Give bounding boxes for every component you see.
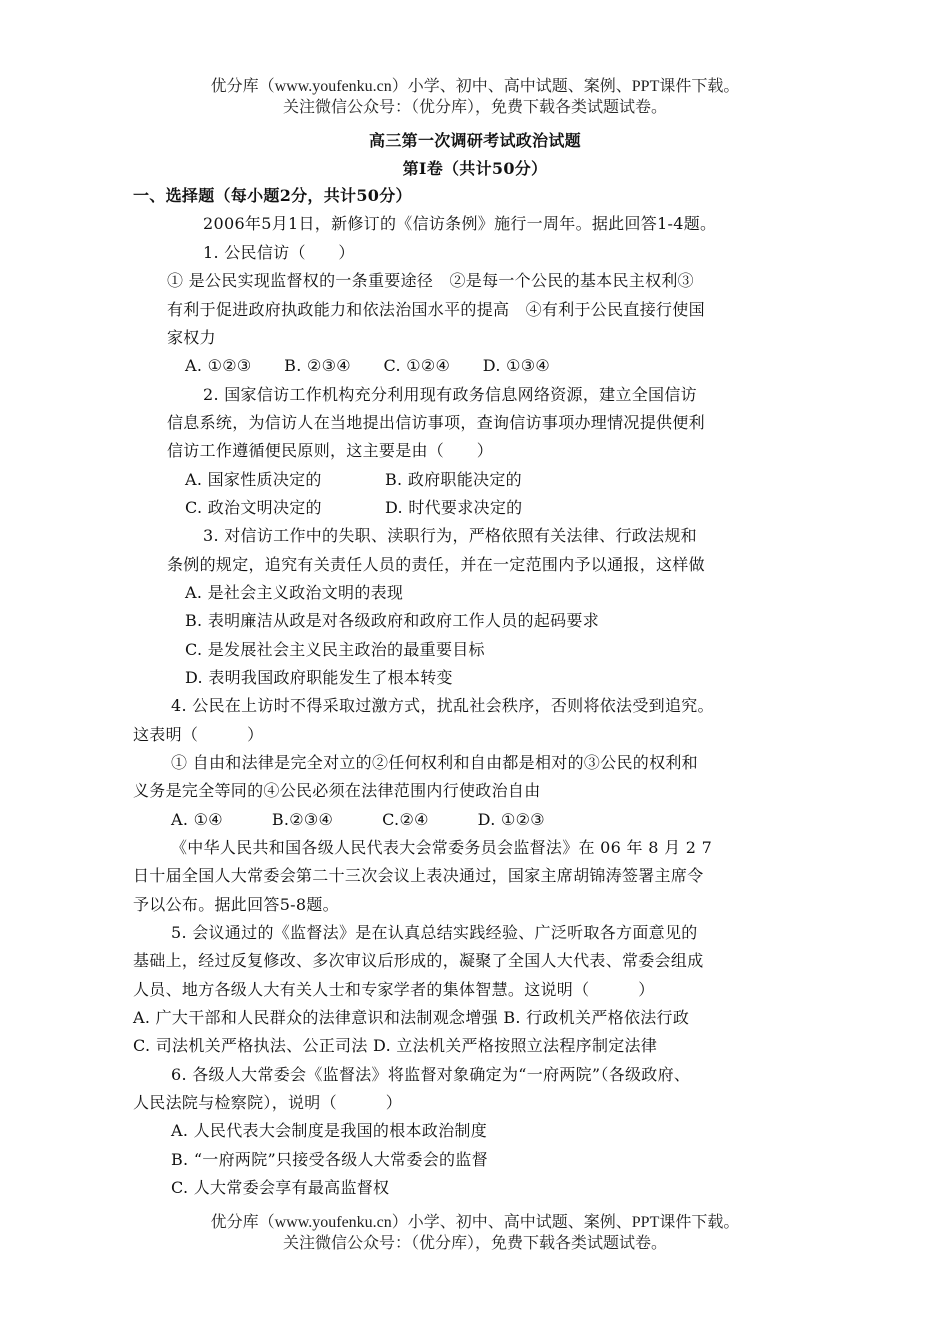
q4-stem-line: 4. 公民在上访时不得采取过激方式，扰乱社会秩序，否则将依法受到追究。 bbox=[171, 696, 714, 715]
q3-stem-line: 条例的规定，追究有关责任人员的责任，并在一定范围内予以通报，这样做 bbox=[167, 555, 705, 574]
q1-stem: 1. 公民信访（ ） bbox=[203, 243, 355, 262]
q3-choice-d: D. 表明我国政府职能发生了根本转变 bbox=[185, 668, 453, 687]
q1-choices: A. ①②③ B. ②③④ C. ①②④ D. ①③④ bbox=[185, 356, 551, 375]
page-title: 高三第一次调研考试政治试题 bbox=[369, 131, 581, 150]
page-subtitle: 第Ⅰ卷（共计50分） bbox=[402, 159, 548, 178]
q3-choice-c: C. 是发展社会主义民主政治的最重要目标 bbox=[185, 640, 485, 659]
q2-choice-d: D. 时代要求决定的 bbox=[385, 498, 523, 517]
q1-options-line: ① 是公民实现监督权的一条重要途径 ②是每一个公民的基本民主权利③ bbox=[167, 271, 694, 290]
footer-line-2: 关注微信公众号：（优分库），免费下载各类试题试卷。 bbox=[282, 1235, 667, 1252]
q5-stem-line: 基础上，经过反复修改、多次审议后形成的，凝聚了全国人大代表、常委会组成 bbox=[133, 951, 704, 970]
q3-stem-line: 3. 对信访工作中的失职、渎职行为，严格依照有关法律、行政法规和 bbox=[203, 526, 697, 545]
intro-5-8-line: 予以公布。据此回答5-8题。 bbox=[133, 895, 339, 914]
q2-stem-line: 信访工作遵循便民原则，这主要是由（ ） bbox=[167, 441, 494, 460]
q6-stem-line: 人民法院与检察院），说明（ ） bbox=[133, 1093, 403, 1112]
q5-stem-line: 人员、地方各级人大有关人士和专家学者的集体智慧。这说明（ ） bbox=[133, 980, 655, 999]
q6-choice-c: C. 人大常委会享有最高监督权 bbox=[171, 1178, 390, 1197]
q6-choice-a: A. 人民代表大会制度是我国的根本政治制度 bbox=[171, 1121, 488, 1140]
q2-stem-line: 2. 国家信访工作机构充分利用现有政务信息网络资源，建立全国信访 bbox=[203, 385, 697, 404]
q4-options-line: 义务是完全等同的④公民必须在法律范围内行使政治自由 bbox=[133, 781, 541, 800]
q3-choice-a: A. 是社会主义政治文明的表现 bbox=[185, 583, 404, 602]
footer-line-1: 优分库（www.youfenku.cn）小学、初中、高中试题、案例、PPT课件下载。 bbox=[210, 1214, 740, 1231]
header-line-2: 关注微信公众号：（优分库），免费下载各类试题试卷。 bbox=[282, 99, 667, 116]
q4-choices: A. ①④ B.②③④ C.②④ D. ①②③ bbox=[171, 810, 545, 829]
q2-choice-b: B. 政府职能决定的 bbox=[385, 470, 522, 489]
q2-choice-c: C. 政治文明决定的 bbox=[185, 498, 322, 517]
q1-options-line: 家权力 bbox=[167, 328, 216, 347]
q5-choices-cd: C. 司法机关严格执法、公正司法 D. 立法机关严格按照立法程序制定法律 bbox=[133, 1036, 658, 1055]
header-line-1: 优分库（www.youfenku.cn）小学、初中、高中试题、案例、PPT课件下载。 bbox=[210, 78, 740, 95]
q2-stem-line: 信息系统，为信访人在当地提出信访事项，查询信访事项办理情况提供便利 bbox=[167, 413, 705, 432]
q5-choices-ab: A. 广大干部和人民群众的法律意识和法制观念增强 B. 行政机关严格依法行政 bbox=[133, 1008, 690, 1027]
q3-choice-b: B. 表明廉洁从政是对各级政府和政府工作人员的起码要求 bbox=[185, 611, 600, 630]
q2-choice-a: A. 国家性质决定的 bbox=[185, 470, 322, 489]
intro-1-4: 2006年5月1日，新修订的《信访条例》施行一周年。据此回答1-4题。 bbox=[203, 214, 717, 233]
q4-options-line: ① 自由和法律是完全对立的②任何权利和自由都是相对的③公民的权利和 bbox=[171, 753, 698, 772]
q6-choice-b: B. “一府两院”只接受各级人大常委会的监督 bbox=[171, 1150, 488, 1169]
q5-stem-line: 5. 会议通过的《监督法》是在认真总结实践经验、广泛听取各方面意见的 bbox=[171, 923, 698, 942]
q6-stem-line: 6. 各级人大常委会《监督法》将监督对象确定为“一府两院”（各级政府、 bbox=[171, 1065, 691, 1084]
intro-5-8-line: 日十届全国人大常委会第二十三次会议上表决通过，国家主席胡锦涛签署主席令 bbox=[133, 866, 704, 885]
intro-5-8-line: 《中华人民共和国各级人民代表大会常委务员会监督法》在 06 年 8 月 2 7 bbox=[171, 838, 713, 857]
q1-options-line: 有利于促进政府执政能力和依法治国水平的提高 ④有利于公民直接行使国 bbox=[167, 300, 705, 319]
q4-stem-line: 这表明（ ） bbox=[133, 725, 264, 744]
section-heading: 一、选择题（每小题2分，共计50分） bbox=[133, 186, 412, 205]
